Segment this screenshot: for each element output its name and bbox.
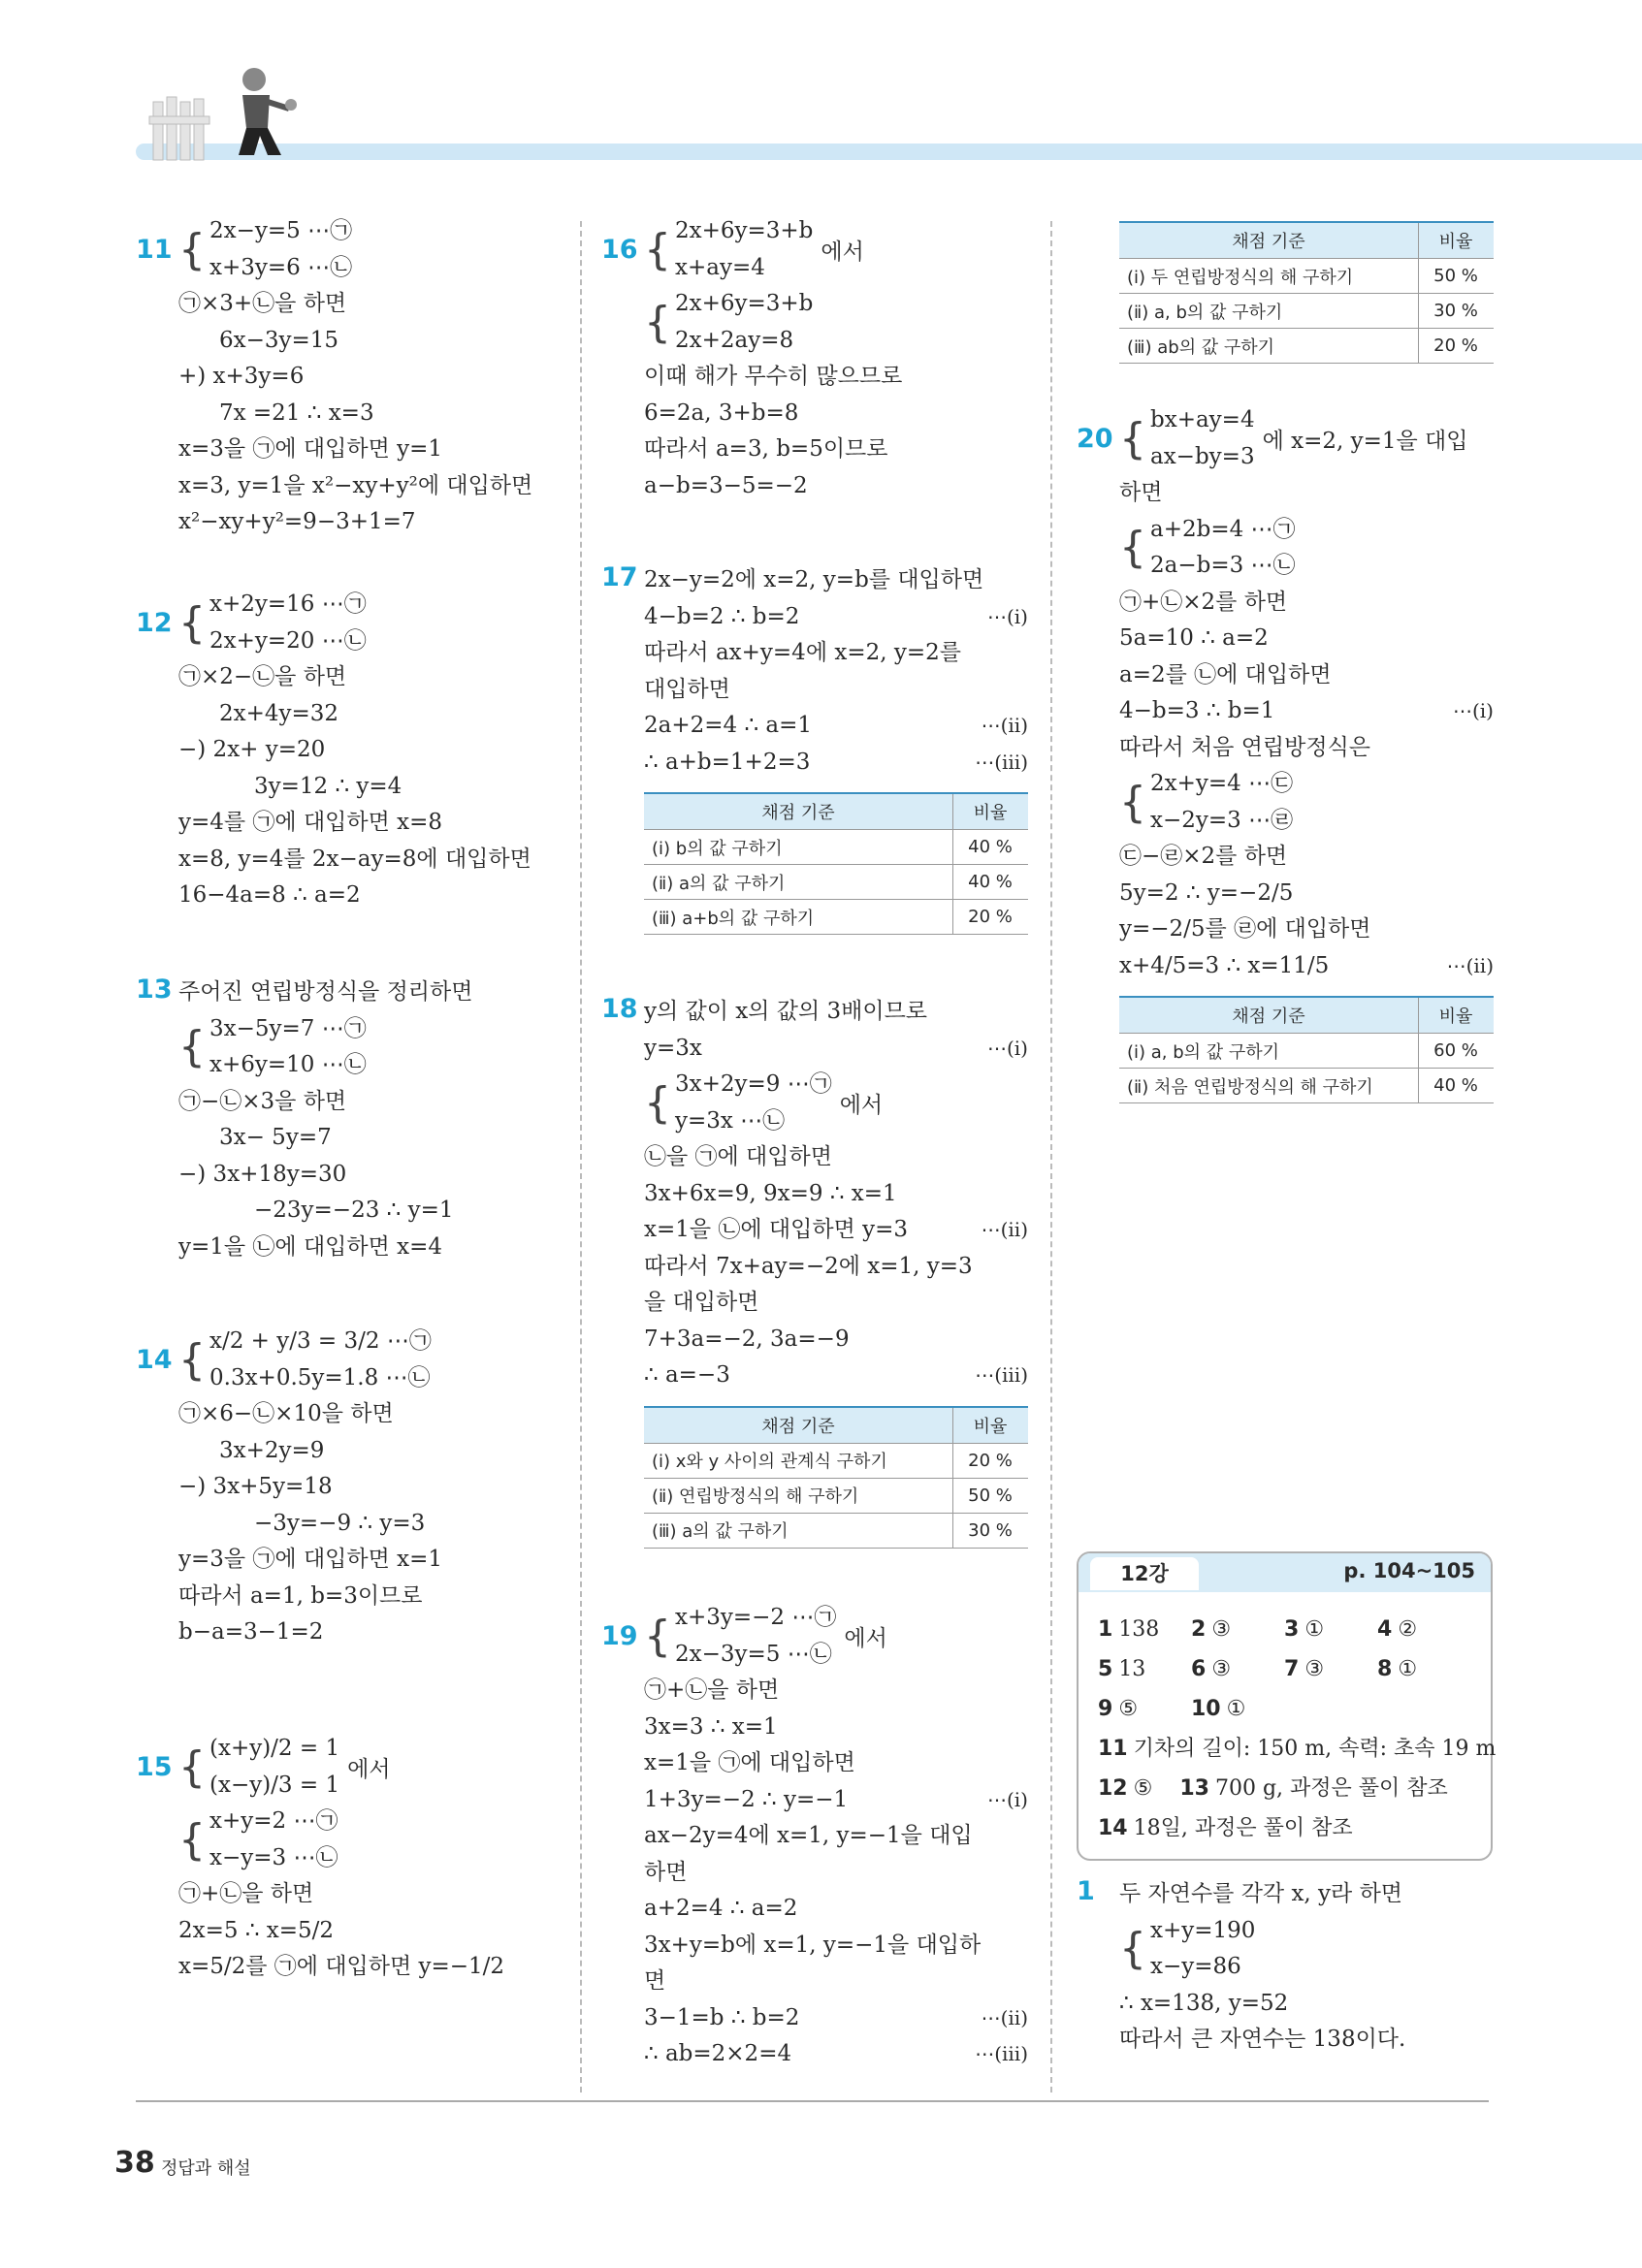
equation-suffix: 에서 [844, 1626, 887, 1651]
solution-line [1119, 693, 1494, 730]
equation: x+2y=16 ⋯㉠ [209, 591, 367, 617]
table-cell: (ⅱ) a의 값 구하기 [644, 865, 953, 900]
solution-line: 두 자연수를 각각 x, y라 하면 [1119, 1881, 1403, 1906]
solution-line: a+2=4 ∴ a=2 [644, 1896, 798, 1921]
problem-number: 14 [136, 1345, 173, 1375]
solution-text: y=3x [644, 1035, 702, 1061]
table-cell: 30 % [953, 1513, 1029, 1548]
problem-number: 17 [601, 562, 638, 592]
solution-line: b−a=3−1=2 [178, 1619, 324, 1645]
solution-line: +) x+3y=6 [178, 364, 305, 389]
table-row [644, 830, 1028, 865]
scoring-table [644, 1406, 1028, 1549]
solution-text: 3−1=b ∴ b=2 [644, 2004, 800, 2030]
solution-line: 하면 [1119, 480, 1163, 505]
step-tag: ⋯(ⅲ) [975, 750, 1028, 774]
equation: x+ay=4 [675, 254, 765, 280]
equation-suffix: 에 x=2, y=1을 대입 [1262, 429, 1468, 454]
table-cell: (ⅰ) x와 y 사이의 관계식 구하기 [644, 1443, 953, 1478]
equation: a+2b=4 ⋯㉠ [1150, 516, 1296, 542]
solution-line: ∴ x=138, y=52 [1119, 1990, 1289, 2016]
table-row [644, 1443, 1028, 1478]
table-cell: (ⅲ) a+b의 값 구하기 [644, 900, 953, 935]
solution-line: ㉠−㉡×3을 하면 [178, 1088, 347, 1114]
answer-item: 6 ③ [1191, 1657, 1232, 1681]
equation-suffix: 에서 [839, 1093, 884, 1118]
equation: 2x+6y=3+b [675, 218, 814, 243]
solution-line: x=5/2를 ㉠에 대입하면 y=−1/2 [178, 1954, 505, 1979]
answer-item: 14 18일, 과정은 풀이 참조 [1098, 1816, 1353, 1840]
problem-number: 12 [136, 608, 173, 638]
solution-line [1119, 948, 1494, 985]
scoring-table [1119, 221, 1494, 364]
equation-system: { x+y=190 x−y=86 [1119, 1913, 1494, 1986]
problem-number: 20 [1077, 424, 1113, 454]
equation-system: { (x+y)/2 = 1 (x−y)/3 = 1 에서 [178, 1731, 567, 1804]
answer-item: 1 138 [1098, 1617, 1160, 1642]
solution-line: ax−2y=4에 x=1, y=−1을 대입 [644, 1823, 973, 1848]
table-cell: (ⅱ) 연립방정식의 해 구하기 [644, 1478, 953, 1513]
solution-line: 6=2a, 3+b=8 [644, 399, 799, 426]
lecture-tab: 12강 [1090, 1557, 1199, 1590]
solution-text: x+4/5=3 ∴ x=11/5 [1119, 952, 1330, 978]
table-cell: (ⅰ) 두 연립방정식의 해 구하기 [1119, 259, 1419, 294]
solution-line: ㉠+㉡×2를 하면 [1119, 589, 1288, 615]
table-row [644, 1478, 1028, 1513]
scoring-table [1119, 996, 1494, 1103]
table-row [1119, 294, 1494, 329]
answer-item: 10 ① [1191, 1697, 1246, 1721]
solution-line: 따라서 a=3, b=5이므로 [644, 436, 888, 462]
equation: x+y=190 [1150, 1917, 1256, 1943]
solution-line: −) 3x+18y=30 [178, 1161, 347, 1187]
solution-line: 3x=3 ∴ x=1 [644, 1713, 778, 1740]
step-tag: ⋯(ⅱ) [981, 2005, 1028, 2029]
equation: 0.3x+0.5y=1.8 ⋯㉡ [209, 1364, 431, 1390]
table-row [644, 865, 1028, 900]
solution-line: 2x=5 ∴ x=5/2 [178, 1917, 335, 1943]
equation: 2x+6y=3+b [675, 291, 814, 316]
solution-line: 면 [644, 1968, 666, 1994]
answer-grid [1098, 1610, 1496, 1848]
solution-text: ∴ a+b=1+2=3 [644, 749, 811, 775]
solution-line: −) 3x+5y=18 [178, 1474, 333, 1499]
solution-line: ㉡을 ㉠에 대입하면 [644, 1144, 832, 1169]
solution-line: 5a=10 ∴ a=2 [1119, 625, 1269, 651]
solution-text: ∴ a=−3 [644, 1362, 730, 1388]
equation: 2x+2ay=8 [675, 327, 794, 353]
solution-text: ∴ ab=2×2=4 [644, 2041, 792, 2066]
solution-text: 4−b=3 ∴ b=1 [1119, 698, 1275, 723]
table-row [644, 900, 1028, 935]
step-tag: ⋯(ⅰ) [986, 1787, 1028, 1811]
table-cell: 40 % [1419, 1069, 1495, 1103]
solution-line: 6x−3y=15 [219, 327, 339, 353]
scoring-table [644, 792, 1028, 935]
equation: x−y=3 ⋯㉡ [209, 1844, 338, 1870]
solution-text: 4−b=2 ∴ b=2 [644, 603, 800, 629]
solution-line: x=3, y=1을 x²−xy+y²에 대입하면 [178, 472, 533, 498]
equation: 2x−3y=5 ⋯㉡ [675, 1641, 832, 1667]
equation: x+3y=−2 ⋯㉠ [675, 1605, 837, 1630]
table-cell: (ⅱ) 처음 연립방정식의 해 구하기 [1119, 1069, 1419, 1103]
step-tag: ⋯(ⅱ) [1446, 953, 1494, 977]
answer-item: 9 ⑤ [1098, 1697, 1139, 1721]
solution-line [644, 1031, 1028, 1068]
answer-item: 3 ① [1284, 1617, 1325, 1642]
table-cell: 40 % [953, 865, 1029, 900]
answer-item: 8 ① [1377, 1657, 1418, 1681]
header-bar [136, 144, 1642, 160]
solution-line: −23y=−23 ∴ y=1 [254, 1198, 454, 1223]
table-cell: 50 % [953, 1478, 1029, 1513]
equation-system: { bx+ay=4 ax−by=3 에 x=2, y=1을 대입 [1119, 402, 1494, 475]
table-cell: (ⅰ) a, b의 값 구하기 [1119, 1034, 1419, 1069]
equation-system: { 3x−5y=7 ⋯㉠ x+6y=10 ⋯㉡ [178, 1011, 567, 1084]
equation-system: { x+y=2 ⋯㉠ x−y=3 ⋯㉡ [178, 1804, 567, 1876]
solution-line: 따라서 처음 연립방정식은 [1119, 734, 1371, 760]
equation: x/2 + y/3 = 3/2 ⋯㉠ [209, 1328, 432, 1354]
solution-line: −3y=−9 ∴ y=3 [254, 1510, 426, 1536]
equation-system: { 2x−y=5 ⋯㉠ x+3y=6 ⋯㉡ [178, 213, 567, 286]
solution-line: 주어진 연립방정식을 정리하면 [178, 979, 473, 1005]
page-number: 38 [114, 2146, 155, 2180]
solution-line: 3x− 5y=7 [219, 1125, 332, 1150]
step-tag: ⋯(ⅰ) [986, 1036, 1028, 1060]
equation: y=3x ⋯㉡ [675, 1107, 786, 1134]
solution-line: y=3을 ㉠에 대입하면 x=1 [178, 1547, 443, 1572]
equation-system: { x+3y=−2 ⋯㉠ 2x−3y=5 ⋯㉡ 에서 [644, 1600, 1028, 1673]
equation: (x−y)/3 = 1 [209, 1772, 340, 1798]
column-divider [580, 221, 582, 2092]
solution-line [644, 2000, 1028, 2037]
table-cell: (ⅰ) b의 값 구하기 [644, 830, 953, 865]
solution-line: 이때 해가 무수히 많으므로 [644, 364, 903, 389]
solution-line [644, 708, 1028, 745]
table-header: 채점 기준 [644, 793, 953, 830]
solution-line [644, 1212, 1028, 1249]
equation-system: { 2x+y=4 ⋯㉢ x−2y=3 ⋯㉣ [1119, 766, 1494, 839]
equation: x+y=2 ⋯㉠ [209, 1808, 338, 1834]
problem-number: 18 [601, 994, 638, 1024]
problem-number: 11 [136, 235, 173, 265]
table-cell: (ⅲ) ab의 값 구하기 [1119, 329, 1419, 364]
solution-line: ㉠×3+㉡을 하면 [178, 291, 347, 316]
table-header: 비율 [953, 793, 1029, 830]
solution-line: y=−2/5를 ㉣에 대입하면 [1119, 916, 1371, 942]
table-cell: (ⅱ) a, b의 값 구하기 [1119, 294, 1419, 329]
equation-suffix: 에서 [347, 1757, 391, 1782]
solution-line: 하면 [644, 1859, 688, 1885]
solution-line: ㉠+㉡을 하면 [644, 1677, 780, 1703]
column-divider [1050, 221, 1052, 2092]
equation: 2a−b=3 ⋯㉡ [1150, 553, 1296, 578]
solution-line [644, 2036, 1028, 2073]
equation: 3x−5y=7 ⋯㉠ [209, 1015, 367, 1041]
table-cell: (ⅲ) a의 값 구하기 [644, 1513, 953, 1548]
solution-line: −) 2x+ y=20 [178, 737, 326, 762]
table-cell: 30 % [1419, 294, 1495, 329]
footer-rule [136, 2100, 1489, 2102]
step-tag: ⋯(ⅲ) [975, 2042, 1028, 2065]
table-header: 채점 기준 [644, 1407, 953, 1444]
solution-line [644, 745, 1028, 782]
answer-item: 5 13 [1098, 1657, 1146, 1681]
equation: x+6y=10 ⋯㉡ [209, 1052, 367, 1077]
step-tag: ⋯(ⅱ) [981, 714, 1028, 737]
table-row [1119, 1069, 1494, 1103]
answer-box-header [1079, 1553, 1491, 1592]
solution-line: x=1을 ㉠에 대입하면 [644, 1750, 855, 1775]
equation: x−2y=3 ⋯㉣ [1150, 807, 1294, 833]
solution-line: a−b=3−5=−2 [644, 472, 808, 498]
footer-label: 정답과 해설 [161, 2158, 251, 2179]
problem-number: 19 [601, 1621, 638, 1651]
solution-line: 따라서 ax+y=4에 x=2, y=2를 [644, 640, 961, 665]
table-cell: 50 % [1419, 259, 1495, 294]
answer-item: 2 ③ [1191, 1617, 1232, 1642]
equation: bx+ay=4 [1150, 407, 1255, 432]
equation: 2x+y=20 ⋯㉡ [209, 627, 367, 654]
solution-line: 3x+y=b에 x=1, y=−1을 대입하 [644, 1932, 982, 1958]
table-cell: 60 % [1419, 1034, 1495, 1069]
table-cell: 40 % [953, 830, 1029, 865]
solution-line: 3x+6x=9, 9x=9 ∴ x=1 [644, 1180, 897, 1206]
table-header: 채점 기준 [1119, 997, 1419, 1034]
table-header: 비율 [1419, 997, 1495, 1034]
table-header: 비율 [953, 1407, 1029, 1444]
equation: 2x−y=5 ⋯㉠ [209, 218, 353, 243]
solution-line: ㉠+㉡을 하면 [178, 1881, 314, 1906]
solution-line: x=8, y=4를 2x−ay=8에 대입하면 [178, 846, 531, 872]
solution-line: 3y=12 ∴ y=4 [254, 773, 402, 799]
solution-line: 따라서 큰 자연수는 138이다. [1119, 2027, 1406, 2052]
answer-item: 7 ③ [1284, 1657, 1325, 1681]
solution-text: 2a+2=4 ∴ a=1 [644, 713, 813, 738]
page-range: p. 104~105 [1343, 1559, 1475, 1582]
solution-line: ㉢−㉣×2를 하면 [1119, 844, 1288, 869]
answer-item: 12 ⑤ 13 700 g, 과정은 풀이 참조 [1098, 1776, 1448, 1801]
solution-line: 16−4a=8 ∴ a=2 [178, 882, 361, 908]
table-header: 비율 [1419, 222, 1495, 259]
solution-line: y=1을 ㉡에 대입하면 x=4 [178, 1233, 443, 1260]
answer-item: 4 ② [1377, 1617, 1418, 1642]
problem-number: 15 [136, 1752, 173, 1782]
solution-line: 따라서 7x+ay=−2에 x=1, y=3 [644, 1253, 973, 1279]
solution-line: 2x+4y=32 [219, 700, 339, 726]
solution-line: ㉠×6−㉡×10을 하면 [178, 1401, 394, 1426]
equation-suffix: 에서 [821, 240, 864, 265]
solution-line: ㉠×2−㉡을 하면 [178, 664, 347, 689]
table-cell: 20 % [1419, 329, 1495, 364]
answer-summary-box [1077, 1551, 1497, 1861]
step-tag: ⋯(ⅰ) [1452, 699, 1494, 722]
table-row [644, 1513, 1028, 1548]
solution-text: x=1을 ㉡에 대입하면 y=3 [644, 1217, 909, 1242]
solution-line [644, 1358, 1028, 1394]
answer-item: 11 기차의 길이: 150 m, 속력: 초속 19 m [1098, 1737, 1497, 1761]
table-header: 채점 기준 [1119, 222, 1419, 259]
solution-line: a=2를 ㉡에 대입하면 [1119, 661, 1332, 687]
solution-line [644, 1782, 1028, 1819]
step-tag: ⋯(ⅰ) [986, 604, 1028, 628]
equation: 3x+2y=9 ⋯㉠ [675, 1071, 832, 1097]
table-cell: 20 % [953, 1443, 1029, 1478]
step-tag: ⋯(ⅲ) [975, 1363, 1028, 1387]
solution-line: 대입하면 [644, 676, 730, 702]
equation: x−y=86 [1150, 1954, 1241, 1979]
equation-system: { x+2y=16 ⋯㉠ 2x+y=20 ⋯㉡ [178, 587, 567, 659]
equation: 2x+y=4 ⋯㉢ [1150, 771, 1294, 796]
equation-system: { a+2b=4 ⋯㉠ 2a−b=3 ⋯㉡ [1119, 512, 1494, 585]
problem-number: 16 [601, 235, 638, 265]
solution-line: 3x+2y=9 [219, 1437, 325, 1463]
solution-line: 따라서 a=1, b=3이므로 [178, 1582, 423, 1609]
solution-line: x²−xy+y²=9−3+1=7 [178, 509, 416, 534]
table-row [1119, 329, 1494, 364]
table-row [1119, 259, 1494, 294]
gardener-illustration [145, 58, 301, 165]
solution-line: x=3을 ㉠에 대입하면 y=1 [178, 436, 443, 462]
equation: x+3y=6 ⋯㉡ [209, 254, 353, 280]
table-cell: 20 % [953, 900, 1029, 935]
solution-line: 5y=2 ∴ y=−2/5 [1119, 879, 1294, 906]
equation-system: { x/2 + y/3 = 3/2 ⋯㉠ 0.3x+0.5y=1.8 ⋯㉡ [178, 1324, 567, 1396]
solution-line: 2x−y=2에 x=2, y=b를 대입하면 [644, 567, 984, 592]
solution-line: 7x =21 ∴ x=3 [219, 399, 374, 426]
step-tag: ⋯(ⅱ) [981, 1218, 1028, 1241]
solution-line: 7+3a=−2, 3a=−9 [644, 1326, 850, 1352]
solution-line [644, 599, 1028, 636]
equation-system: { 2x+6y=3+b 2x+2ay=8 [644, 286, 1028, 359]
solution-line: y의 값이 x의 값의 3배이므로 [644, 999, 928, 1024]
equation-system: { 3x+2y=9 ⋯㉠ y=3x ⋯㉡ 에서 [644, 1067, 1028, 1139]
problem-number: 1 [1077, 1876, 1095, 1906]
solution-line: 을 대입하면 [644, 1290, 759, 1315]
equation-system: { 2x+6y=3+b x+ay=4 에서 [644, 213, 1028, 286]
equation: (x+y)/2 = 1 [209, 1736, 340, 1761]
problem-number: 13 [136, 974, 173, 1005]
table-row [1119, 1034, 1494, 1069]
equation: ax−by=3 [1150, 443, 1255, 469]
solution-text: 1+3y=−2 ∴ y=−1 [644, 1786, 849, 1812]
solution-line: y=4를 ㉠에 대입하면 x=8 [178, 810, 443, 835]
